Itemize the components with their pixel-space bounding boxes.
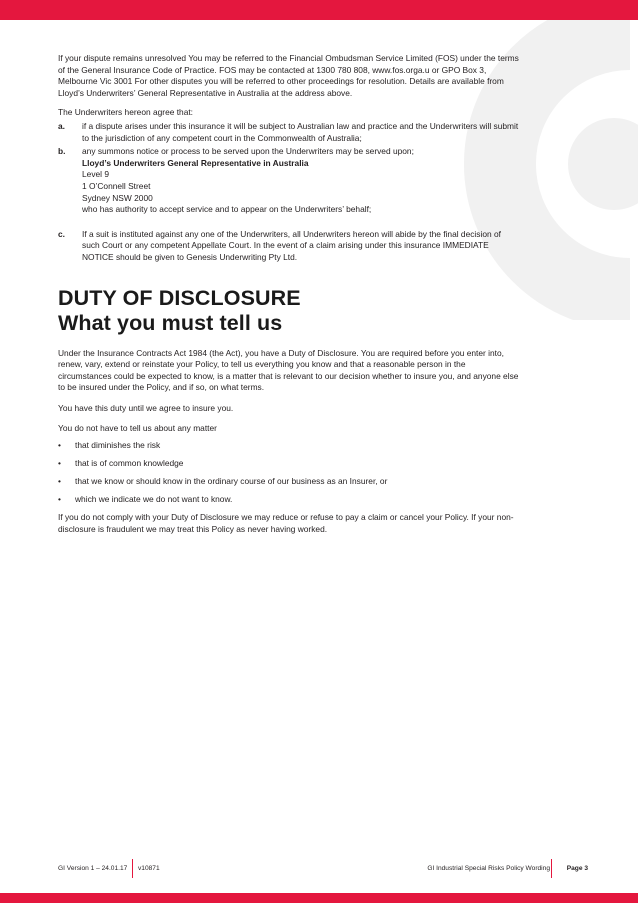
list-item <box>58 494 520 506</box>
disclosure-paragraph: Under the Insurance Contracts Act 1984 (the Act), you have a Duty of Disclosure. You are required before you enter into, renew, vary, extend or reinstate your Policy, to tell us everything you know and that a reasonable person in the circumstances could be expected to know, is a matter that is relevant to our decision whether to insure you, and anyone else to be insured under the Policy, and if so, on what terms. <box>58 347 519 393</box>
document-body <box>58 53 520 535</box>
duty-duration-paragraph: You have this duty until we agree to insure you. <box>58 402 234 413</box>
list-item-text: that we know or should know in the ordinary course of our business as an Insurer, or <box>75 476 388 487</box>
address-line: 1 O’Connell Street <box>82 180 151 191</box>
agreement-item-b <box>58 146 520 216</box>
list-marker: b. <box>58 146 66 157</box>
non-compliance-paragraph: If you do not comply with your Duty of Disclosure we may reduce or refuse to pay a claim or cancel your Policy. If your non-disclosure is fraudulent we may treat this Policy as never having worked. <box>58 511 514 534</box>
agreement-text: If a suit is instituted against any one of the Underwriters, all Underwriters hereon will abide by the final decision of such Court or any competent Appellate Court. In the event of a claim arising under this insurance IMMEDIATE NOTICE should be given to Genesis Underwriting Pty Ltd. <box>82 228 501 262</box>
section-title: DUTY OF DISCLOSURE <box>58 285 301 310</box>
page-number: Page 3 <box>566 865 588 872</box>
exemptions-intro: You do not have to tell us about any matter <box>58 423 217 434</box>
list-item-text: that is of common knowledge <box>75 458 184 469</box>
list-item <box>58 440 520 452</box>
address-line: Level 9 <box>82 169 110 180</box>
list-marker: a. <box>58 120 65 131</box>
underwriters-agree-paragraph: The Underwriters hereon agree that: <box>58 107 194 118</box>
footer-divider <box>551 859 552 878</box>
agreement-item-a <box>58 121 520 144</box>
bullet: • <box>58 458 61 469</box>
agreement-item-c <box>58 229 520 264</box>
page-footer <box>58 862 588 876</box>
agreement-text: if a dispute arises under this insurance it will be subject to Australian law and practice and the Underwriters will submit to the jurisdiction of any competent court in the Commonwealth of Australia; <box>82 120 519 143</box>
representative-name: Lloyd’s Underwriters General Representative in Australia <box>82 157 309 168</box>
list-item <box>58 476 520 488</box>
list-item-text: that diminishes the risk <box>75 440 161 451</box>
bullet: • <box>58 494 61 505</box>
footer-divider <box>132 859 133 878</box>
agreement-text: any summons notice or process to be served upon the Underwriters may be served upon; <box>82 146 414 157</box>
list-marker: c. <box>58 228 65 239</box>
bullet: • <box>58 440 61 451</box>
bullet: • <box>58 476 61 487</box>
footer-code: v10871 <box>138 865 160 872</box>
footer-document-title: GI Industrial Special Risks Policy Wording <box>427 865 550 872</box>
section-subtitle: What you must tell us <box>58 310 283 335</box>
list-item <box>58 458 520 470</box>
section-heading <box>58 286 520 336</box>
authority-note: who has authority to accept service and to appear on the Underwriters’ behalf; <box>82 204 372 215</box>
bottom-brand-bar <box>0 893 638 903</box>
footer-version: GI Version 1 – 24.01.17 <box>58 865 128 872</box>
address-line: Sydney NSW 2000 <box>82 192 153 203</box>
list-item-text: which we indicate we do not want to know. <box>75 494 233 505</box>
top-brand-bar <box>0 0 638 20</box>
ombudsman-paragraph: If your dispute remains unresolved You may be referred to the Financial Ombudsman Service Limited (FOS) under the terms of the General Insurance Code of Practice. FOS may be contacted at 1300 780 808, www.fos.orga.u or GPO Box 3, Melbourne Vic 3001 For other disputes you will be referred to other proceedings for resolution. Details are available from Lloyd’s Underwriters’ General Representative in Australia at the address above. <box>58 53 519 98</box>
